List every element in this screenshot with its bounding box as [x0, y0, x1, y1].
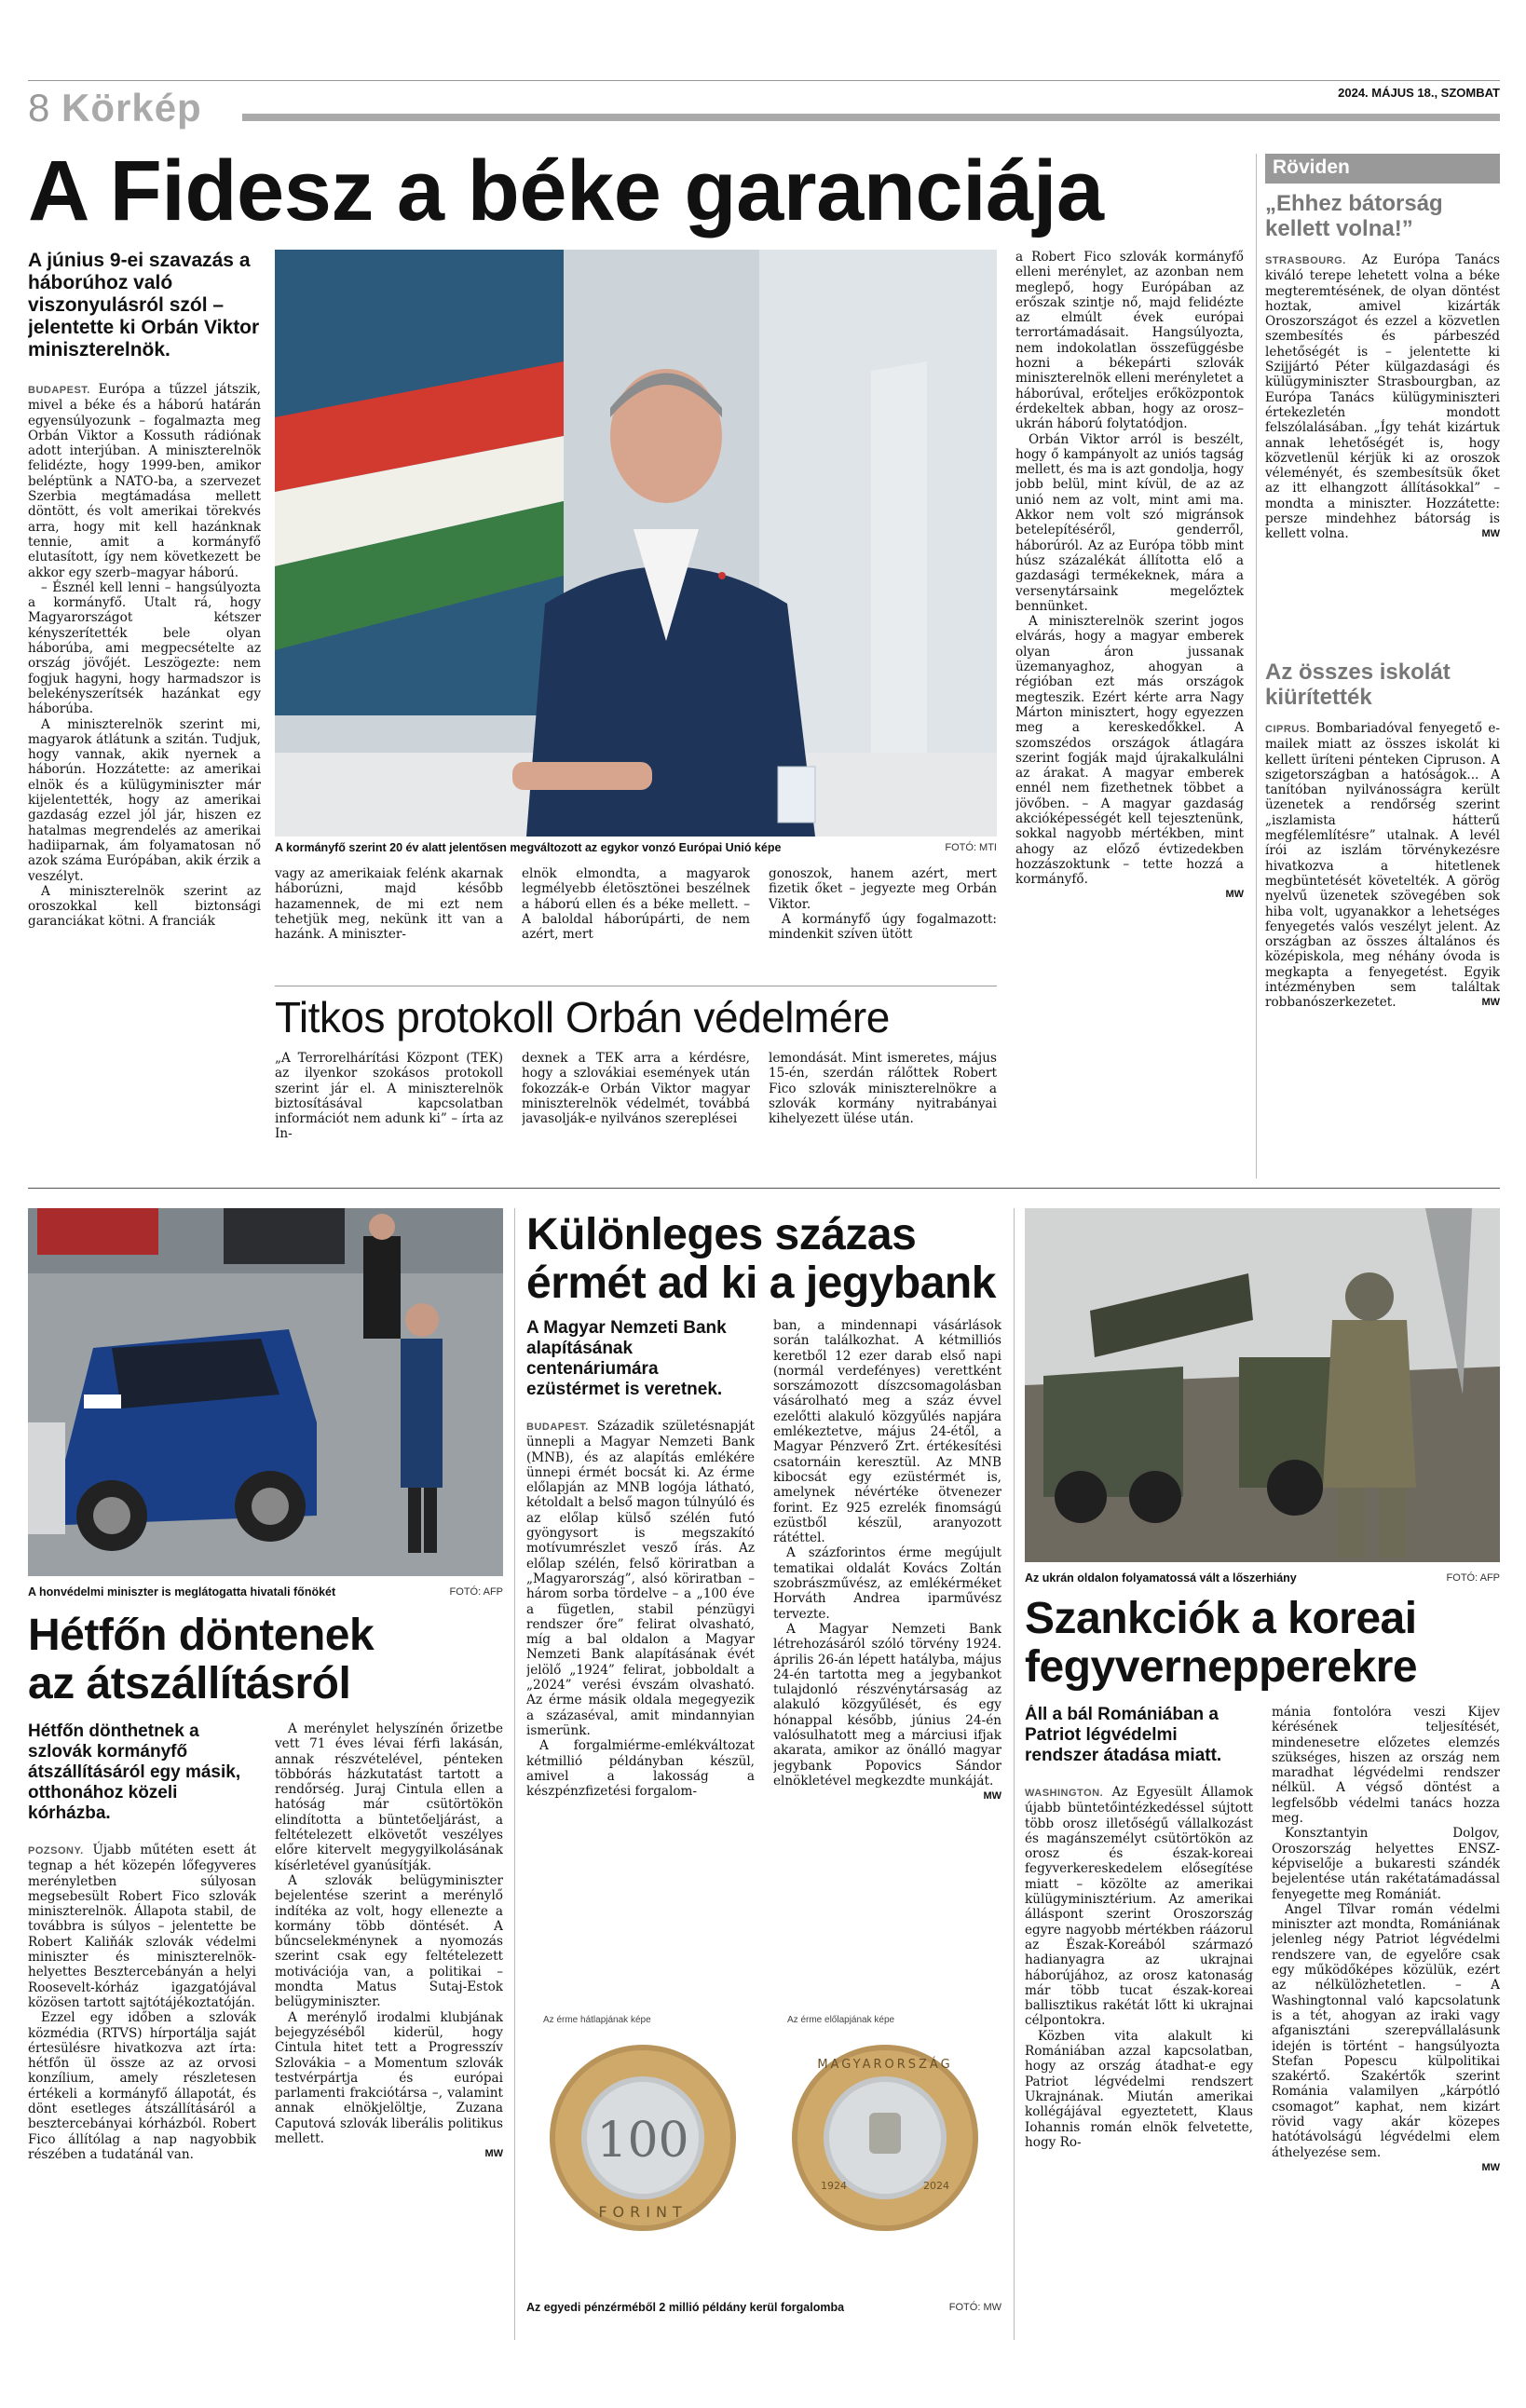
- slovak-col1-p2: Ezzel egy időben a szlovák közmédia (RTVS) hírportálja saját értesülésre hivatkozva azt írta: hétfőn ül össze az az orvosi konzílium, amely részletesen értékeli a kormányfő állapotát, és dönt esetleges átszállításáról a besztercebányai kórházból. Robert Fico állítólag a nap nagyobbik részében a tudatánál van.: [28, 2010, 256, 2162]
- coin-headline-line1: Különleges százas: [526, 1210, 917, 1259]
- slovak-headline: [28, 1612, 512, 1708]
- korea-signature: MW: [1481, 2161, 1500, 2173]
- slovak-col-1: [28, 1721, 256, 2336]
- divider-coin-korea: [1014, 1208, 1015, 2340]
- coin-col2-p2: A százforintos érme megújult tematikai oldalát Kovács Zoltán szobrászművész, az emlékérméket Horváth Andrea iparművész tervezte.: [773, 1545, 1001, 1622]
- coin-front-year-right: 2024: [923, 2180, 949, 2192]
- coin-back-image: [545, 2040, 741, 2236]
- coin-front-year-left: 1924: [821, 2180, 847, 2192]
- main-dateline: BUDAPEST.: [28, 385, 90, 396]
- slovak-lead: Hétfőn dönthetnek a szlovák kormányfő átszállításáról egy másik, otthonához közeli kórházba.: [28, 1721, 241, 1823]
- section-title: Körkép: [61, 86, 202, 129]
- main-headline: A Fidesz a béke garanciája: [28, 143, 1104, 238]
- coin-photo-credit: FOTÓ: MW: [948, 2302, 1001, 2313]
- slovak-dateline: POZSONY.: [28, 1845, 84, 1857]
- coin-lead: A Magyar Nemzeti Bank alapításának centenáriumára ezüstérmet is veretnek.: [526, 1318, 727, 1399]
- page-number: 8: [28, 86, 50, 129]
- korea-photo-credit: FOTÓ: AFP: [1446, 1572, 1500, 1584]
- main-col5-p2: Orbán Viktor arról is beszélt, hogy ő kampányolt az uniós tagság mellett, és ma is azt gondolja, hogy jobb belül, mint kívül, de az az unió nem az volt, mint ami ma. Akkor nem volt szó migránsok betelepítéséről, genderről, háborúról. Az az Európa több mint húsz százalékát állította elő a gazdasági termékeknek, mára a versenytársaink megelőztek bennünket.: [1015, 431, 1244, 614]
- coin-col-1: [526, 1318, 755, 1998]
- main-col-3: [522, 866, 750, 959]
- sidebar-label: Röviden: [1265, 154, 1500, 184]
- sidebar-item2-sig: MW: [1481, 997, 1500, 1009]
- main-col4-text: gonoszok, hanem azért, mert fizetik őket – jegyezte meg Orbán Viktor.: [769, 866, 997, 912]
- korea-photo-caption: Az ukrán oldalon folyamatossá vált a lőszerhiány: [1025, 1571, 1297, 1585]
- slovak-col-2: [275, 1721, 503, 2336]
- sub-col2-text: dexnek a TEK arra a kérdésre, hogy a szlovákiai események után fokozzák-e Orbán Viktor magyar miniszterelnök védelmét, továbbá javasolják-e nyilvános szereplései: [522, 1051, 750, 1127]
- coin-front-label: Az érme előlapjának képe: [787, 2015, 895, 2025]
- korea-col1-p1: Az Egyesült Államok újabb büntetőintézkedéssel sújtott több orosz illetőségű vállalkozást és magánszemélyt csütörtökön az orosz és észak-koreai fegyverkereskedelem elősegítése miatt – közölte az amerikai külügyminisztérium. Az amerikai álláspont szerint Oroszország egyre nagyobb mértékben ráázorul az Észak-Koreából származó hadianyagra az ukrajnai háborújához, az orosz katonaság már több tucat észak-koreai ballisztikus rakétát lőtt ki ukrajnai célpontokra.: [1025, 1785, 1253, 2029]
- main-photo-credit: FOTÓ: MTI: [945, 842, 997, 853]
- slovak-headline-line1: Hétfőn döntenek: [28, 1611, 375, 1660]
- main-col5-p1: a Robert Fico szlovák kormányfő elleni merénylet, az azonban nem meglepő, hogy Európában az erőszak szintje nő, majd felidézte az elmúlt évek európai terrortámadásait. Hangsúlyozta, nem indokolatlan összefüggésbe hozni a békepárti szlovák miniszterelnök elleni merényletet a háborúval, erőteljes erőközpontok érdekeltek abban, hogy az orosz–ukrán háború folytatódjon.: [1015, 250, 1244, 432]
- sub-col1-text: „A Terrorelhárítási Központ (TEK) az ilyenkor szokásos protokoll szerint jár el. A miniszterelnök biztosításával kapcsolatban információt nem adunk ki” – írta az In-: [275, 1051, 503, 1142]
- orban-photo: [275, 250, 997, 837]
- divider-slovak-coin: [514, 1208, 515, 2340]
- main-lead: A június 9-ei szavazás a háborúhoz való viszonyulásról szól – jelentette ki Orbán Viktor miniszterelnök.: [28, 250, 260, 361]
- coin-headline: [526, 1211, 1011, 1308]
- korea-col1-p2: Közben vita alakult ki Romániában azzal kapcsolatban, hogy az ország átadhat-e egy Patriot légvédelmi rendszert Ukrajnának. Miután amerikai kollégájával egyeztetett, Klaus Iohannis román elnök felvetette, hogy Ro-: [1025, 2028, 1253, 2150]
- sidebar-item1-text: Az Európa Tanács kiváló terepe lehetett volna a béke megteremtésének, de olyan döntést hoztak, amivel kizárták Oroszországot és ezzel a közvetlen szembesítés és párbeszéd lehetőségét is – jelentette ki Szijjártó Péter külgazdasági és külügyminiszter Strasbourgban, az Európa Tanács külügyminiszteri értekezletén mondott felszólalásában. „Így tehát kizártuk annak lehetőségét is, hogy közvetlenül kérjük ki az oroszok véleményét, és szembesítsük őket az itt elhangzott állításokkal” – mondta a miniszter. Hozzátette: persze mindehhez bátorság is kellett volna.: [1265, 252, 1500, 542]
- slovak-signature: MW: [484, 2148, 503, 2160]
- sub-headline: Titkos protokoll Orbán védelmére: [275, 993, 890, 1041]
- main-col1-p1: Európa a tűzzel játszik, mivel a béke és a háború határán egyensúlyozunk – fogalmazta meg Orbán Viktor a Kossuth rádiónak adott interjúban. A miniszterelnök felidézte, hogy 1999-ben, amikor beléptünk a NATO-ba, a szervezet Szerbia megtámadása mellett döntött, és volt amerikai törekvés arra, hogy mit kell hazánknak tennie, amit a kormányfő elutasított, így nem következett be akkor egy szerb–magyar háború.: [28, 382, 261, 580]
- sidebar-item1-dateline: STRASBOURG.: [1265, 255, 1346, 266]
- slovak-col2-p1: A merénylet helyszínén őrizetbe vett 71 éves lévai férfi lakásán, annak részvételével, pénteken többórás házkutatást tartott a rendőrség. Juraj Cintula ellen a hatóság már csütörtökön elindította a büntetőeljárást, a feltételezett elkövetőt veszélyes előre kitervelt megygyilkolásának kísérletével gyanúsítják.: [275, 1721, 503, 1873]
- header-gray-bar: [242, 114, 1500, 121]
- coin-back-ring-text: FORINT: [598, 2203, 688, 2221]
- sub-col-3: [769, 1051, 997, 1177]
- soldier-photo-illustration: [1025, 1208, 1500, 1562]
- header-top-rule: [28, 80, 1500, 81]
- coin-back-number: 100: [596, 2113, 689, 2169]
- korea-col-2: [1272, 1705, 1500, 2338]
- main-col-5: [1015, 250, 1244, 1172]
- slovak-col1-p1: Újabb műtéten esett át tegnap a hét közepén lőfegyveres merényletben súlyosan megsebesült Robert Fico szlovák miniszterelnök. Állapota stabil, de továbbra is súlyos – jelentette be Robert Kaliňák szlovák védelmi miniszter és miniszterelnök-helyettes Besztercebányán a helyi Roosevelt-kórház igazgatójával közösen tartott sajtótájékoztatóján.: [28, 1843, 256, 2010]
- coin-col1-p2: A forgalmiérme-emlékváltozat kétmillió példányban készül, amivel a lakosság a készpénzfizetési forgalom-: [526, 1738, 755, 1800]
- coin-col-2: [773, 1318, 1001, 1998]
- sidebar-item2-headline: Az összes iskolát kiürítették: [1265, 660, 1451, 710]
- page-header: [28, 75, 1500, 130]
- main-col-2: [275, 866, 503, 959]
- coin-dateline: BUDAPEST.: [526, 1422, 589, 1433]
- main-col5-p3: A miniszterelnök szerint jogos elvárás, hogy a magyar emberek olyan áron jussanak üzemanyaghoz, ahogyan a régióban ezt más országok megteszik. Ezért kérte arra Nagy Márton minisztert, hogy egyezzen meg a kereskedőkkel. A szomszédos országok átlagára szerint fogják majd újrakalkulálni az árakat. A magyar emberek ennél nem fizethetnek többet a jövőben. – A magyar gazdaság akcióképességét kell tejesztenünk, sokkal nagyobb mértékben, mint ahogy az előző évtizedekben hozzászoktunk – tette hozzá a kormányfő.: [1015, 614, 1244, 888]
- slovak-photo-caption: A honvédelmi miniszter is meglátogatta hivatali főnökét: [28, 1585, 336, 1599]
- korea-col2-p3: Angel Tîlvar román védelmi miniszter azt mondta, Romániának jelenleg négy Patriot légvédelmi rendszere van, de egyelőre csak egy működőképes közülük, ezért az nélkülözhetetlen. – A Washingtonnal való kapcsolatunk is a tét, ahogyan az iraki vagy afganisztáni szerepvállalásunk idején is történt – hangsúlyozta Stefan Popescu külpolitikai szakértő. Szakértők szerint Románia valamilyen „kárpótló csomagot” kaphat, nem kizárt rövid vagy akár közepes hatótávolságú légvédelmi elem áthelyezése sem.: [1272, 1901, 1500, 2160]
- soldier-photo: [1025, 1208, 1500, 1562]
- coin-col2-p1: ban, a mindennapi vásárlások során találkozhat. A kétmilliós keretből 12 ezer darab első napi (normál verdefényes) verettként sorszámozott díszcsomagolásban vásárolható meg a száz évvel ezelőtti alakuló közgyűlés napjára emlékeztetve, május 24-étől, a Magyar Pénzverő Zrt. értékesítési csatornáin keresztül. Az MNB kibocsát egy ezüstérmét is, amelynek névértéke ötvenezer forint. Ez 925 ezrelék finomságú ezüstből készül, aranyozott rátéttel.: [773, 1318, 1001, 1546]
- korea-lead: Áll a bál Romániában a Patriot légvédelmi rendszer átadása miatt.: [1025, 1705, 1222, 1765]
- slovak-col2-p3: A merénylő irodalmi klubjának bejegyzéséből kiderül, hogy Cintula hitet tett a Progresszív Szlovákia – a Momentum szlovák testvérpártja és európai parlamenti frakciótársa –, valamint annak elnökjelöltje, Zuzana Caputová szlovák liberális politikus mellett.: [275, 2009, 503, 2147]
- coin-image-panel: [526, 2007, 1001, 2296]
- issue-date: 2024. MÁJUS 18., SZOMBAT: [1338, 86, 1500, 100]
- sidebar-item1-sig: MW: [1481, 528, 1500, 540]
- sidebar: [1265, 154, 1500, 1178]
- main-photo-caption: A kormányfő szerint 20 év alatt jelentősen megváltozott az egykor vonzó Európai Unió képe: [275, 841, 782, 854]
- korea-col-1: [1025, 1705, 1253, 2338]
- sub-col-1: [275, 1051, 503, 1177]
- main-col-1: [28, 250, 261, 1172]
- coin-front-image: [787, 2040, 983, 2236]
- korea-headline-line2: fegyvernepperekre: [1025, 1642, 1418, 1692]
- korea-headline: [1025, 1595, 1509, 1692]
- slovak-headline-line2: az átszállításról: [28, 1659, 351, 1708]
- car-photo-illustration: [28, 1208, 503, 1576]
- sub-col-2: [522, 1051, 750, 1177]
- korea-headline-line1: Szankciók a koreai: [1025, 1594, 1417, 1643]
- coin-photo-caption: Az egyedi pénzérméből 2 millió példány kerül forgalomba: [526, 2301, 845, 2314]
- korea-dateline: WASHINGTON.: [1025, 1788, 1104, 1799]
- sidebar-item2-text: Bombariadóval fenyegető e-mailek miatt az összes iskolát ki kellett üríteni pénteken Cipruson. A szigetországban a hatóságok... A tanítóban nyilvánosságra került üzenetek a rendőrség szerint „iszlamista hátterű megfélemlítésre” utalnak. A levél írói az iszlám törvénykezésre hivatkozva a hitetlenek megbüntetését követelték. A görög nyelvű üzenetek szövegében sok hiba volt, ugyanakkor a lehetséges fenyegetés valós veszélyt jelent. Az országban az összes általános és középiskola, meg néhány óvoda is megkapta a fenyegetést. Egyik intézményben sem találtak robbanószerkezetet.: [1265, 721, 1500, 1011]
- sidebar-item1-headline: „Ehhez bátorság kellett volna!”: [1265, 191, 1443, 241]
- main-col1-p4: A miniszterelnök szerint az oroszokkal kell biztonsági garanciákat kötni. A franciák: [28, 883, 261, 930]
- fico-car-photo: [28, 1208, 503, 1576]
- coin-headline-line2: érmét ad ki a jegybank: [526, 1258, 996, 1308]
- coin-back-label: Az érme hátlapjának képe: [543, 2015, 651, 2025]
- mid-page-divider: [28, 1188, 1500, 1189]
- sidebar-item2-dateline: CIPRUS.: [1265, 724, 1311, 735]
- orban-photo-illustration: [275, 250, 997, 837]
- coin-col2-p3: A Magyar Nemzeti Bank létrehozásáról szóló törvény 1924. április 26-án lépett hatályba, május 24-én tartotta meg a jegybankot tulajdonló részvénytársaság az alakuló közgyűlését, és egy hónappal később, június 24-én valósulhatott meg a márciusi ifjak akarata, amikor az önálló magyar jegybank Popovics Sándor elnökletével megkezdte munkáját.: [773, 1621, 1001, 1789]
- main-col2-text: vagy az amerikaiak felénk akarnak háborúzni, majd később hazamennek, de mi ezt nem tehetjük meg, nekünk itt van a hazánk. A miniszter-: [275, 866, 503, 943]
- main-col3-text: elnök elmondta, a magyarok legmélyebb életösztönei beszélnek a háború ellen és a béke mellett. – A baloldal háborúpárti, de nem azért, mert: [522, 866, 750, 943]
- main-col-4: [769, 866, 997, 959]
- korea-col2-p2: Konsztantyin Dolgov, Oroszország helyettes ENSZ-képviselője a bukaresti szándék bejelentése után rakétatámadással fenyegette meg Romániát.: [1272, 1826, 1500, 1902]
- slovak-col2-p2: A szlovák belügyminiszter bejelentése szerint a merénylő indítéka az volt, hogy ellenezte a kormány több döntését. A bűncselekménynek a nyomozás szerint csak egy feltételezett motivációja van, a politikai – mondta Matus Sutaj-Estok belügyminiszter.: [275, 1872, 503, 2010]
- main-signature: MW: [1225, 889, 1244, 901]
- sidebar-divider: [1256, 154, 1257, 1178]
- main-col1-p3: A miniszterelnök szerint mi, magyarok átlátunk a szitán. Tudjuk, hogy vannak, akik nyernek a háborún. Hozzátette: az amerikai elnök és a külügyminiszter már kijelentették, hogy az amerikai gazdaság ezzel jól jár, hiszen ez hatalmas megrendelés az amerikai hadiiparnak, ám folyamatosan nő azok száma Európában, akik érzik a veszélyt.: [28, 716, 261, 884]
- main-col1-p2: – Észnél kell lenni – hangsúlyozta a kormányfő. Utalt rá, hogy Magyarországot kétszer kényszerítették bele olyan háborúba, ami megpecsételte az ország jövőjét. Leszögezte: nem fogjuk hagyni, hogy harmadszor is belekényszerítsék hazánkat egy háborúba.: [28, 579, 261, 717]
- sub-col3-text: lemondását. Mint ismeretes, május 15-én, szerdán rálőttek Robert Fico szlovák miniszterelnökre a szlovák kormány nyitrabányai kihelyezett ülése után.: [769, 1051, 997, 1127]
- main-col4-p2: A kormányfő úgy fogalmazott: mindenkit szíven ütött: [769, 911, 997, 943]
- coin-col1-p1: Századik születésnapját ünnepli a Magyar Nemzeti Bank (MNB), és az alapítás emlékére ünnepi érmét bocsát ki. Az érme előlapján az MNB logója látható, kétoldalt a belső magon túlnyúló és az előlap külső szélén futó gyöngysort is megszakító motívumrészlet vesző írás. Az előlap szélén, felső köriratban a „Magyarország”, alsó köriratban – három sorba tördelve – a „100 éve a fügetlen, stabil pénzügyi rendszer őre” felirat olvasható, míg a bal oldalon a Magyar Nemzeti Bank alapításának évét jelölő „1924” felirat, jobboldalt a „2024” verési évszám olvasható. Az érme másik oldala megegyezik a százaséval, amit mindannyian ismerünk.: [526, 1419, 755, 1738]
- korea-col2-p1: mánia fontolóra veszi Kijev kérésének teljesítését, mindenesetre előzetes elemzés szükséges, hiszen az ország nem maradhat légvédelmi rendszer nélkül. A végső döntést a legfelsőbb védelmi tanács hozza meg.: [1272, 1705, 1500, 1827]
- coin-front-ring-text: MAGYARORSZÁG: [817, 2058, 953, 2072]
- slovak-photo-credit: FOTÓ: AFP: [449, 1586, 503, 1598]
- coin-signature: MW: [983, 1790, 1001, 1803]
